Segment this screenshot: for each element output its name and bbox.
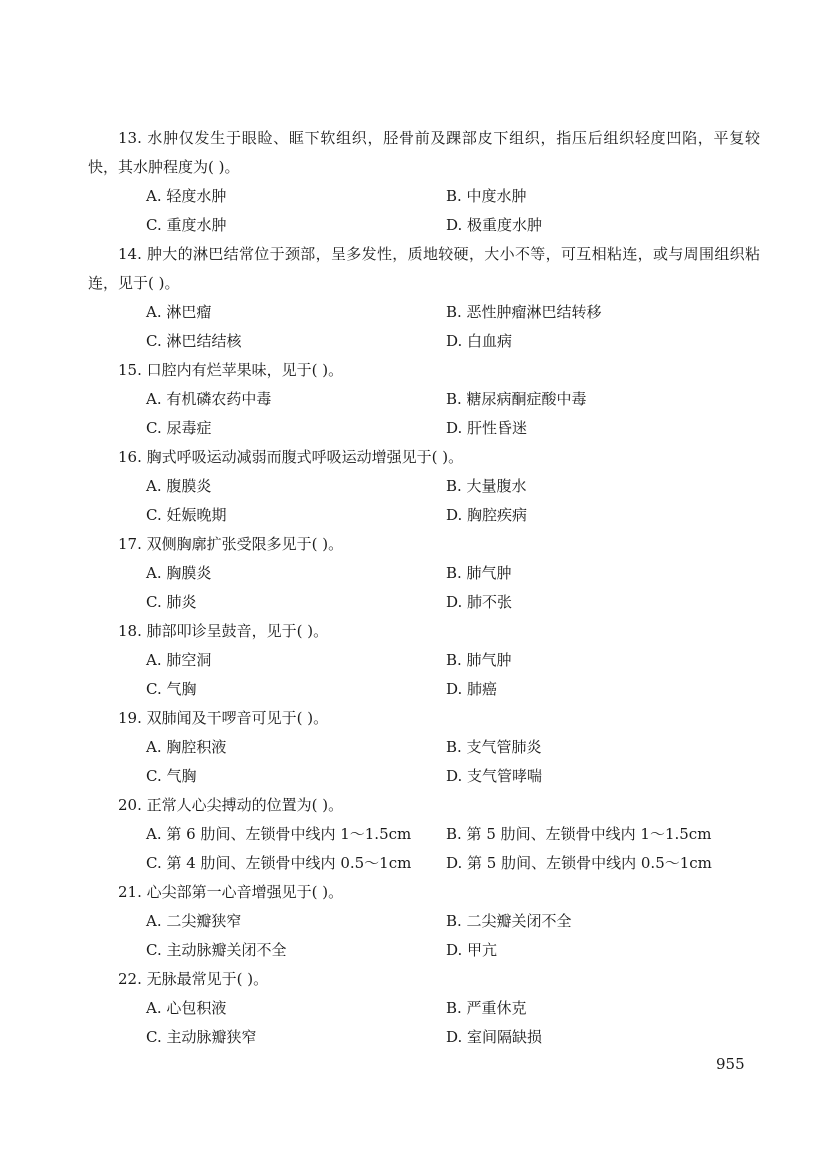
question-15-option-b: B. 糖尿病酮症酸中毒 [446,390,587,408]
question-18-option-b: B. 肺气肿 [446,651,512,669]
question-14-option-b: B. 恶性肿瘤淋巴结转移 [446,303,602,321]
question-19-option-d: D. 支气管哮喘 [446,767,543,785]
question-16-option-b: B. 大量腹水 [446,477,527,495]
question-20-option-c: C. 第 4 肋间、左锁骨中线内 0.5～1cm [146,854,412,872]
question-17-option-c: C. 肺炎 [146,593,197,611]
question-18-stem: 18. 肺部叩诊呈鼓音，见于( )。 [118,622,329,640]
question-13-option-c: C. 重度水肿 [146,216,227,234]
question-14-option-c: C. 淋巴结结核 [146,332,242,350]
question-14-option-a: A. 淋巴瘤 [146,303,212,321]
question-22-option-a: A. 心包积液 [146,999,227,1017]
question-22-stem: 22. 无脉最常见于( )。 [118,970,269,988]
question-18-option-c: C. 气胸 [146,680,197,698]
question-16-option-d: D. 胸腔疾病 [446,506,528,524]
question-13-option-a: A. 轻度水肿 [146,187,227,205]
page-number: 955 [716,1055,745,1073]
question-17-option-a: A. 胸膜炎 [146,564,212,582]
question-20-option-b: B. 第 5 肋间、左锁骨中线内 1～1.5cm [446,825,712,843]
question-19-option-b: B. 支气管肺炎 [446,738,542,756]
question-20-stem: 20. 正常人心尖搏动的位置为( )。 [118,796,344,814]
question-17-option-d: D. 肺不张 [446,593,513,611]
question-16-option-c: C. 妊娠晚期 [146,506,227,524]
question-17-option-b: B. 肺气肿 [446,564,512,582]
question-19-stem: 19. 双肺闻及干啰音可见于( )。 [118,709,329,727]
question-15-stem: 15. 口腔内有烂苹果味，见于( )。 [118,361,344,379]
question-21-option-c: C. 主动脉瓣关闭不全 [146,941,287,959]
question-13-option-d: D. 极重度水肿 [446,216,543,234]
question-15-option-c: C. 尿毒症 [146,419,212,437]
question-19-option-c: C. 气胸 [146,767,197,785]
question-14-option-d: D. 白血病 [446,332,513,350]
question-21-option-d: D. 甲亢 [446,941,498,959]
question-20-option-a: A. 第 6 肋间、左锁骨中线内 1～1.5cm [146,825,412,843]
question-22-option-c: C. 主动脉瓣狭窄 [146,1028,257,1046]
question-22-option-b: B. 严重休克 [446,999,527,1017]
question-16-stem: 16. 胸式呼吸运动减弱而腹式呼吸运动增强见于( )。 [118,448,464,466]
question-19-option-a: A. 胸腔积液 [146,738,227,756]
question-16-option-a: A. 腹膜炎 [146,477,212,495]
question-21-stem: 21. 心尖部第一心音增强见于( )。 [118,883,344,901]
question-20-option-d: D. 第 5 肋间、左锁骨中线内 0.5～1cm [446,854,712,872]
question-14-stem: 14. 肿大的淋巴结常位于颈部，呈多发性，质地较硬，大小不等，可互相粘连，或与周围组织粘连，见于( )。 [88,245,760,292]
question-21-option-a: A. 二尖瓣狭窄 [146,912,242,930]
question-22-option-d: D. 室间隔缺损 [446,1028,543,1046]
question-18-option-d: D. 肺癌 [446,680,498,698]
question-17-stem: 17. 双侧胸廓扩张受限多见于( )。 [118,535,344,553]
question-15-option-d: D. 肝性昏迷 [446,419,528,437]
question-18-option-a: A. 肺空洞 [146,651,212,669]
question-13-stem: 13. 水肿仅发生于眼睑、眶下软组织，胫骨前及踝部皮下组织，指压后组织轻度凹陷，平复较快，其水肿程度为( )。 [88,129,760,176]
question-13-option-b: B. 中度水肿 [446,187,527,205]
question-15-option-a: A. 有机磷农药中毒 [146,390,272,408]
question-21-option-b: B. 二尖瓣关闭不全 [446,912,572,930]
